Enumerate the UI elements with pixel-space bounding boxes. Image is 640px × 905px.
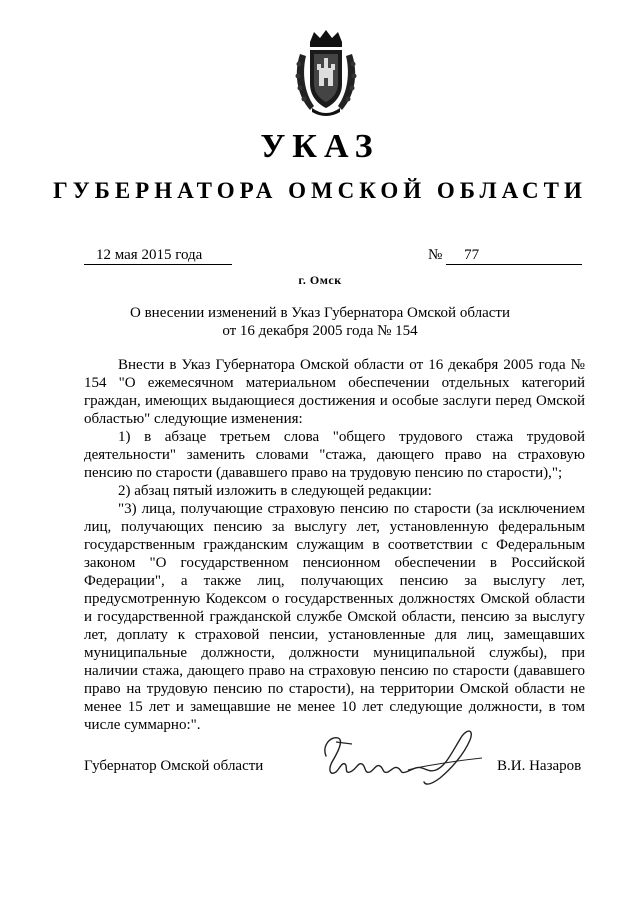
signatory-name: В.И. Назаров	[497, 758, 582, 774]
subject-line-1: О внесении изменений в Указ Губернатора Омской области	[130, 305, 510, 321]
coat-of-arms-icon	[290, 28, 362, 120]
document-subject	[0, 304, 640, 340]
handwritten-signature	[312, 722, 487, 792]
document-date	[84, 247, 232, 265]
body-paragraph: 2) абзац пятый изложить в следующей редакции:	[118, 483, 432, 499]
date-value: 12 мая 2015 года	[84, 247, 232, 265]
document-body	[84, 356, 585, 734]
body-paragraph: "3) лица, получающие страховую пенсию по старости (за исключением лиц, получающих пенсию за выслугу лет, установленную федеральным государственным гражданским служащим в соответствии с Федеральным законом "О государственном пенсионном обеспечении в Российской Федерации", а также лиц, получающих пенсию за выслугу лет, предусмотренную Кодексом о государственных должностях Омской области и государственной гражданской службе Омской области, пенсию за выслугу лет, доплату к страховой пенсии, установленные для лиц, замещавших муниципальные должности, должности муниципальной службы), при наличии стажа, дающего право на страховую пенсию по старости (дававшего право на трудовую пенсию по старости), на территории Омской области не менее 15 лет и замещавшие не менее 10 лет следующие должности, в том числе суммарно:".	[84, 501, 585, 733]
document-subtitle: ГУБЕРНАТОРА ОМСКОЙ ОБЛАСТИ	[53, 178, 587, 203]
document-title: УКАЗ	[260, 128, 380, 165]
subject-line-2: от 16 декабря 2005 года № 154	[222, 323, 418, 339]
number-label: №	[428, 247, 443, 263]
body-paragraph: 1) в абзаце третьем слова "общего трудового стажа трудовой деятельности" заменить словами "стажа, дающего право на страховую пенсию по старости (дававшего право на трудовую пенсию по старости),";	[84, 429, 585, 481]
signatory-position: Губернатор Омской области	[84, 758, 264, 774]
number-value: 77	[446, 247, 582, 265]
body-paragraph: Внести в Указ Губернатора Омской области от 16 декабря 2005 года № 154 "О ежемесячном материальном обеспечении отдельных категорий граждан, имеющих выдающиеся достижения и особые заслуги перед Омской областью" следующие изменения:	[84, 357, 585, 427]
document-number	[428, 247, 582, 265]
document-city: г. Омск	[298, 273, 342, 287]
